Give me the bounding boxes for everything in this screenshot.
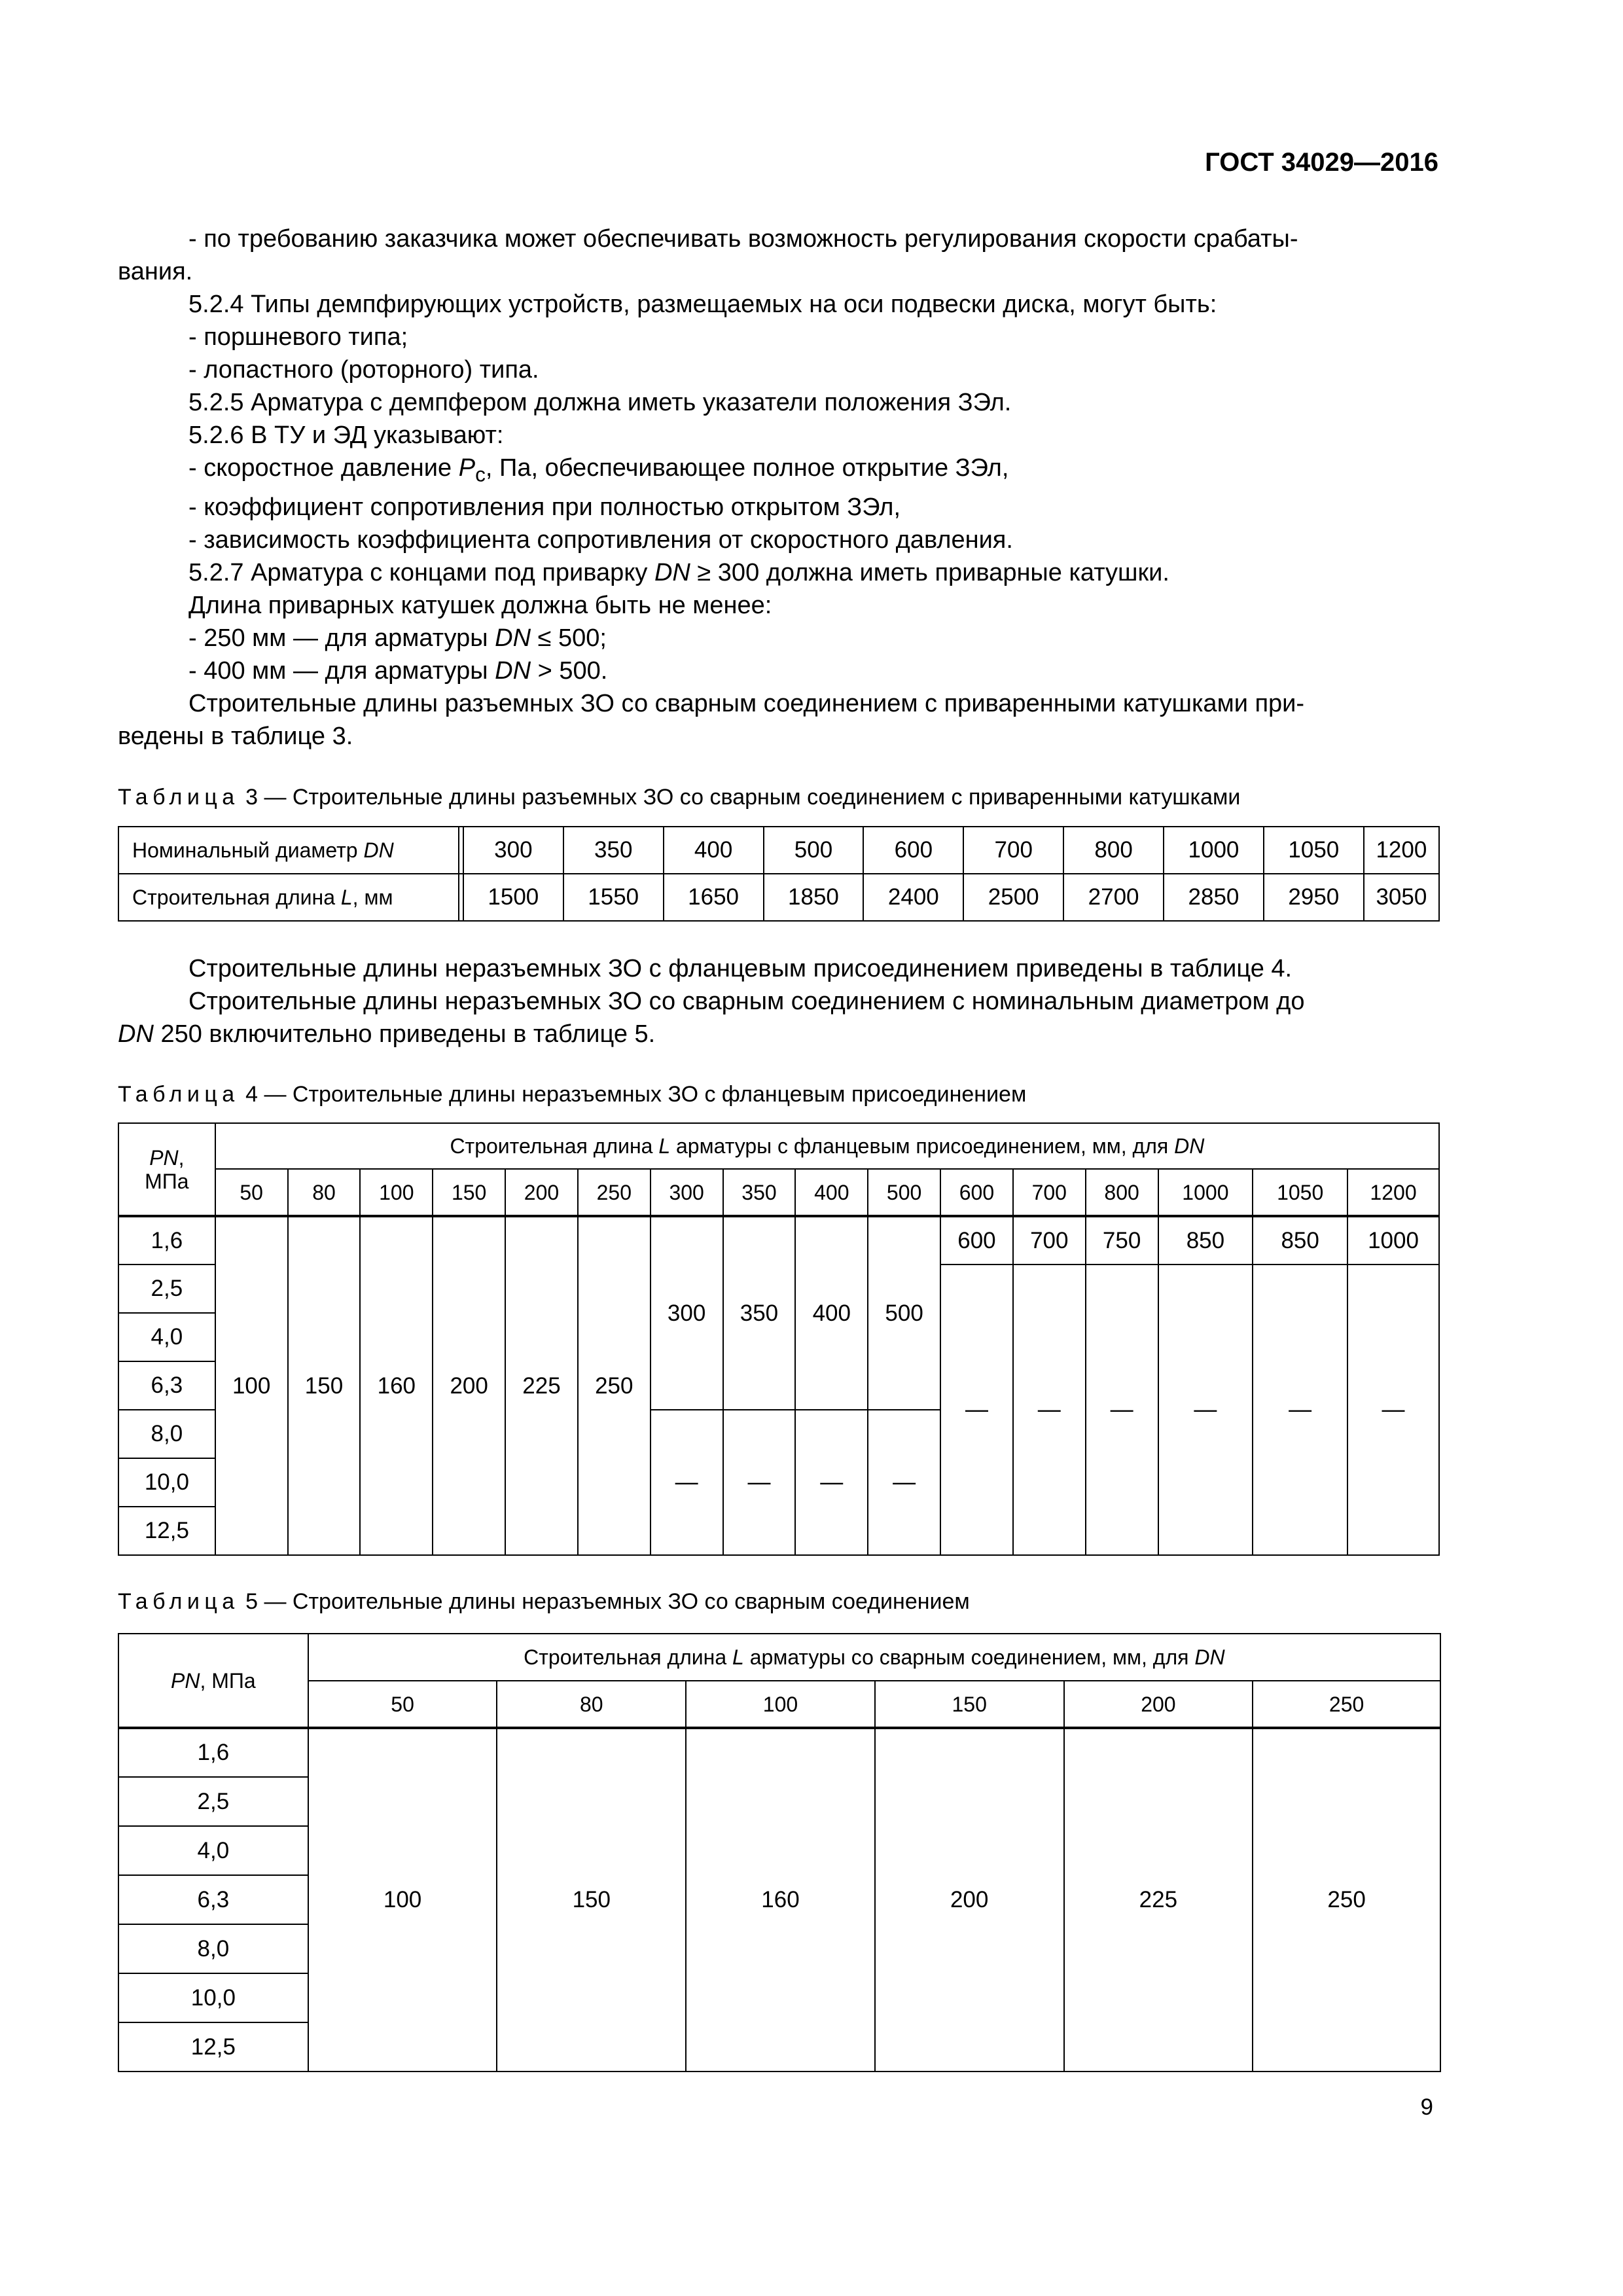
- table-cell: 1050: [1264, 827, 1364, 874]
- dash-cell: —: [1158, 1265, 1253, 1555]
- table-cell: 160: [686, 1728, 875, 2072]
- table-cell: 225: [1064, 1728, 1253, 2072]
- pn-cell: 8,0: [118, 1924, 308, 1973]
- text-run: - 250 мм — для арматуры: [188, 624, 495, 652]
- dn-header-cell: 250: [578, 1169, 651, 1216]
- variable: DN: [495, 656, 531, 685]
- pn-cell: 8,0: [118, 1410, 215, 1458]
- table-header-row: [118, 1634, 1440, 1681]
- table-header-row: [118, 1681, 1440, 1728]
- dn-header-cell: 200: [505, 1169, 578, 1216]
- dn-header-cell: 800: [1086, 1169, 1158, 1216]
- dn-header-cell: 300: [651, 1169, 723, 1216]
- dash-cell: —: [795, 1410, 868, 1555]
- paragraph-line: [118, 1018, 1440, 1050]
- paragraph-line: Длина приварных катушек должна быть не менее:: [188, 591, 772, 619]
- table-cell: 160: [360, 1216, 433, 1555]
- table-cell: 1650: [664, 874, 764, 921]
- text-run: 5.2.7 Арматура с концами под приварку: [188, 558, 654, 586]
- pn-cell: 2,5: [118, 1265, 215, 1313]
- text-run: ≥ 300 должна иметь приварные катушки.: [690, 558, 1169, 586]
- dn-header-cell: 100: [360, 1169, 433, 1216]
- dn-header-cell: 600: [940, 1169, 1013, 1216]
- dn-header-cell: 1000: [1158, 1169, 1253, 1216]
- text-run: , Па, обеспечивающее полное открытие ЗЭл,: [485, 454, 1009, 482]
- variable: PN: [171, 1668, 200, 1693]
- table-cell: 750: [1086, 1216, 1158, 1265]
- dn-header-cell: 700: [1013, 1169, 1086, 1216]
- variable: DN: [495, 624, 531, 652]
- dn-header-cell: 1050: [1253, 1169, 1347, 1216]
- table-cell: 400: [795, 1216, 868, 1410]
- table-cell: 300: [651, 1216, 723, 1410]
- paragraph-line: 5.2.5 Арматура с демпфером должна иметь указатели положения ЗЭл.: [188, 389, 1012, 416]
- row-label: [118, 874, 459, 921]
- dn-header-cell: 250: [1253, 1681, 1440, 1728]
- paragraph-line: Строительные длины разъемных ЗО со сварным соединением с приваренными катушками при-: [188, 689, 1305, 717]
- table5: [118, 1633, 1441, 2072]
- pn-cell: 6,3: [118, 1875, 308, 1924]
- pn-cell: 2,5: [118, 1777, 308, 1826]
- table-cell: 100: [215, 1216, 288, 1555]
- variable: DN: [118, 1020, 154, 1048]
- table-row: [118, 874, 1439, 921]
- dn-header-cell: 100: [686, 1681, 875, 1728]
- caption-word: Таблица: [118, 1589, 240, 1614]
- page-number: 9: [1420, 2094, 1433, 2120]
- table-row: [118, 1728, 1440, 1777]
- dn-header-cell: 500: [868, 1169, 940, 1216]
- table-cell: 700: [1013, 1216, 1086, 1265]
- caption-text: 5 — Строительные длины неразъемных ЗО со сварным соединением: [239, 1589, 970, 1614]
- dn-header-cell: 150: [433, 1169, 505, 1216]
- table-cell: 150: [497, 1728, 686, 2072]
- caption-text: 4 — Строительные длины неразъемных ЗО с фланцевым присоединением: [239, 1082, 1027, 1107]
- table-cell: 800: [1063, 827, 1164, 874]
- paragraph-line: - по требованию заказчика может обеспечивать возможность регулирования скорости срабаты-: [188, 225, 1298, 253]
- dash-cell: —: [651, 1410, 723, 1555]
- table-cell: 250: [1253, 1728, 1440, 2072]
- table-cell: 2400: [863, 874, 963, 921]
- double-rule: [459, 827, 463, 874]
- paragraph-line: вания.: [118, 258, 193, 285]
- text-run: арматуры с фланцевым присоединением, мм, для: [670, 1134, 1175, 1158]
- body-text-top: [118, 223, 1440, 753]
- text-run: арматуры со сварным соединением, мм, для: [743, 1645, 1195, 1669]
- dn-header-cell: 200: [1064, 1681, 1253, 1728]
- pn-cell: 4,0: [118, 1313, 215, 1361]
- text-run: , мм: [352, 886, 393, 909]
- pn-cell: 10,0: [118, 1973, 308, 2022]
- dn-header-cell: 150: [875, 1681, 1064, 1728]
- dash-cell: —: [723, 1410, 796, 1555]
- table-cell: 500: [764, 827, 864, 874]
- table-cell: 250: [578, 1216, 651, 1555]
- pn-cell: 12,5: [118, 1507, 215, 1555]
- text-run: > 500.: [531, 656, 608, 685]
- variable: DN: [1174, 1134, 1205, 1158]
- variable: P: [458, 454, 476, 482]
- dash-cell: —: [1013, 1265, 1086, 1555]
- list-item: - поршневого типа;: [188, 323, 408, 351]
- dash-cell: —: [1253, 1265, 1347, 1555]
- variable: L: [732, 1645, 744, 1669]
- table-cell: 600: [863, 827, 963, 874]
- variable: DN: [654, 558, 690, 586]
- text-run: 250 включительно приведены в таблице 5.: [153, 1020, 656, 1048]
- table5-caption: [118, 1588, 970, 1615]
- document-code: ГОСТ 34029—2016: [1205, 148, 1438, 177]
- paragraph-line: ведены в таблице 3.: [118, 722, 353, 750]
- table-cell: 1000: [1347, 1216, 1439, 1265]
- table3: [118, 826, 1440, 922]
- table-cell: 1550: [563, 874, 664, 921]
- text-run: Строительная длина: [132, 886, 341, 909]
- table-cell: 3050: [1364, 874, 1439, 921]
- table-cell: 350: [723, 1216, 796, 1410]
- table-header-row: [118, 1123, 1439, 1169]
- paragraph-line: 5.2.4 Типы демпфирующих устройств, размещаемых на оси подвески диска, могут быть:: [188, 291, 1217, 318]
- table-cell: 2850: [1164, 874, 1264, 921]
- text-run: ,: [178, 1145, 185, 1170]
- pn-cell: 1,6: [118, 1728, 308, 1777]
- table-cell: 2950: [1264, 874, 1364, 921]
- table-cell: 225: [505, 1216, 578, 1555]
- table-cell: 400: [664, 827, 764, 874]
- table-cell: 1200: [1364, 827, 1439, 874]
- dn-header-cell: 50: [308, 1681, 497, 1728]
- pn-header: [118, 1634, 308, 1728]
- variable: DN: [1194, 1645, 1225, 1669]
- list-item: [118, 622, 1440, 655]
- paragraph-line: [118, 556, 1440, 589]
- caption-word: Таблица: [118, 785, 240, 810]
- table-cell: 300: [463, 827, 563, 874]
- dn-header-cell: 80: [288, 1169, 361, 1216]
- table-cell: 500: [868, 1216, 940, 1410]
- list-item: [118, 655, 1440, 687]
- text-run: ≤ 500;: [531, 624, 607, 652]
- double-rule: [459, 874, 463, 921]
- table-cell: 100: [308, 1728, 497, 2072]
- dash-cell: —: [868, 1410, 940, 1555]
- text-run: - скоростное давление: [188, 454, 459, 482]
- table-cell: 200: [433, 1216, 505, 1555]
- table-cell: 350: [563, 827, 664, 874]
- table-cell: 2500: [963, 874, 1063, 921]
- unit-label: , МПа: [200, 1668, 256, 1693]
- table-cell: 850: [1158, 1216, 1253, 1265]
- row-label: [118, 827, 459, 874]
- table-cell: 1850: [764, 874, 864, 921]
- table-cell: 850: [1253, 1216, 1347, 1265]
- list-item: - коэффициент сопротивления при полностью открытом ЗЭл,: [188, 493, 901, 521]
- text-run: Строительная длина: [524, 1645, 733, 1669]
- dash-cell: —: [940, 1265, 1013, 1555]
- table-row: [118, 827, 1439, 874]
- table-cell: 600: [940, 1216, 1013, 1265]
- unit-label: МПа: [145, 1169, 189, 1193]
- list-item: [118, 452, 1440, 491]
- text-run: Строительная длина: [450, 1134, 659, 1158]
- dn-header-cell: 80: [497, 1681, 686, 1728]
- table-cell: 200: [875, 1728, 1064, 2072]
- dn-header-cell: 350: [723, 1169, 796, 1216]
- dn-header-cell: 1200: [1347, 1169, 1439, 1216]
- list-item: - зависимость коэффициента сопротивления от скоростного давления.: [188, 526, 1013, 554]
- pn-cell: 10,0: [118, 1458, 215, 1507]
- table-cell: 1000: [1164, 827, 1264, 874]
- dn-header-cell: 50: [215, 1169, 288, 1216]
- paragraph-line: Строительные длины неразъемных ЗО со сварным соединением с номинальным диаметром до: [188, 988, 1305, 1015]
- caption-text: 3 — Строительные длины разъемных ЗО со сварным соединением с приваренными катушками: [239, 785, 1241, 810]
- table-cell: 700: [963, 827, 1063, 874]
- caption-word: Таблица: [118, 1082, 240, 1107]
- table-cell: 2700: [1063, 874, 1164, 921]
- list-item: - лопастного (роторного) типа.: [188, 356, 539, 384]
- subscript: с: [475, 462, 486, 486]
- length-header: [215, 1123, 1439, 1169]
- pn-cell: 6,3: [118, 1361, 215, 1410]
- table-cell: 150: [288, 1216, 361, 1555]
- table4-caption: [118, 1081, 1026, 1107]
- variable: L: [340, 886, 353, 909]
- table-header-row: [118, 1169, 1439, 1216]
- pn-cell: 1,6: [118, 1216, 215, 1265]
- pn-header: [118, 1123, 215, 1216]
- dash-cell: —: [1347, 1265, 1439, 1555]
- table-cell: 1500: [463, 874, 563, 921]
- dash-cell: —: [1086, 1265, 1158, 1555]
- text-run: - 400 мм — для арматуры: [188, 656, 495, 685]
- paragraph-line: Строительные длины неразъемных ЗО с фланцевым присоединением приведены в таблице 4.: [188, 955, 1293, 982]
- table4: [118, 1122, 1440, 1556]
- dn-header-cell: 400: [795, 1169, 868, 1216]
- length-header: [308, 1634, 1440, 1681]
- paragraph-line: 5.2.6 В ТУ и ЭД указывают:: [188, 422, 504, 449]
- variable: L: [658, 1134, 671, 1158]
- table3-caption: [118, 784, 1240, 810]
- variable: PN: [149, 1145, 179, 1170]
- variable: DN: [363, 838, 394, 862]
- pn-cell: 12,5: [118, 2022, 308, 2072]
- table-row: [118, 1216, 1439, 1265]
- body-text-middle: [118, 952, 1440, 1050]
- pn-cell: 4,0: [118, 1826, 308, 1875]
- text-run: Номинальный диаметр: [132, 838, 364, 862]
